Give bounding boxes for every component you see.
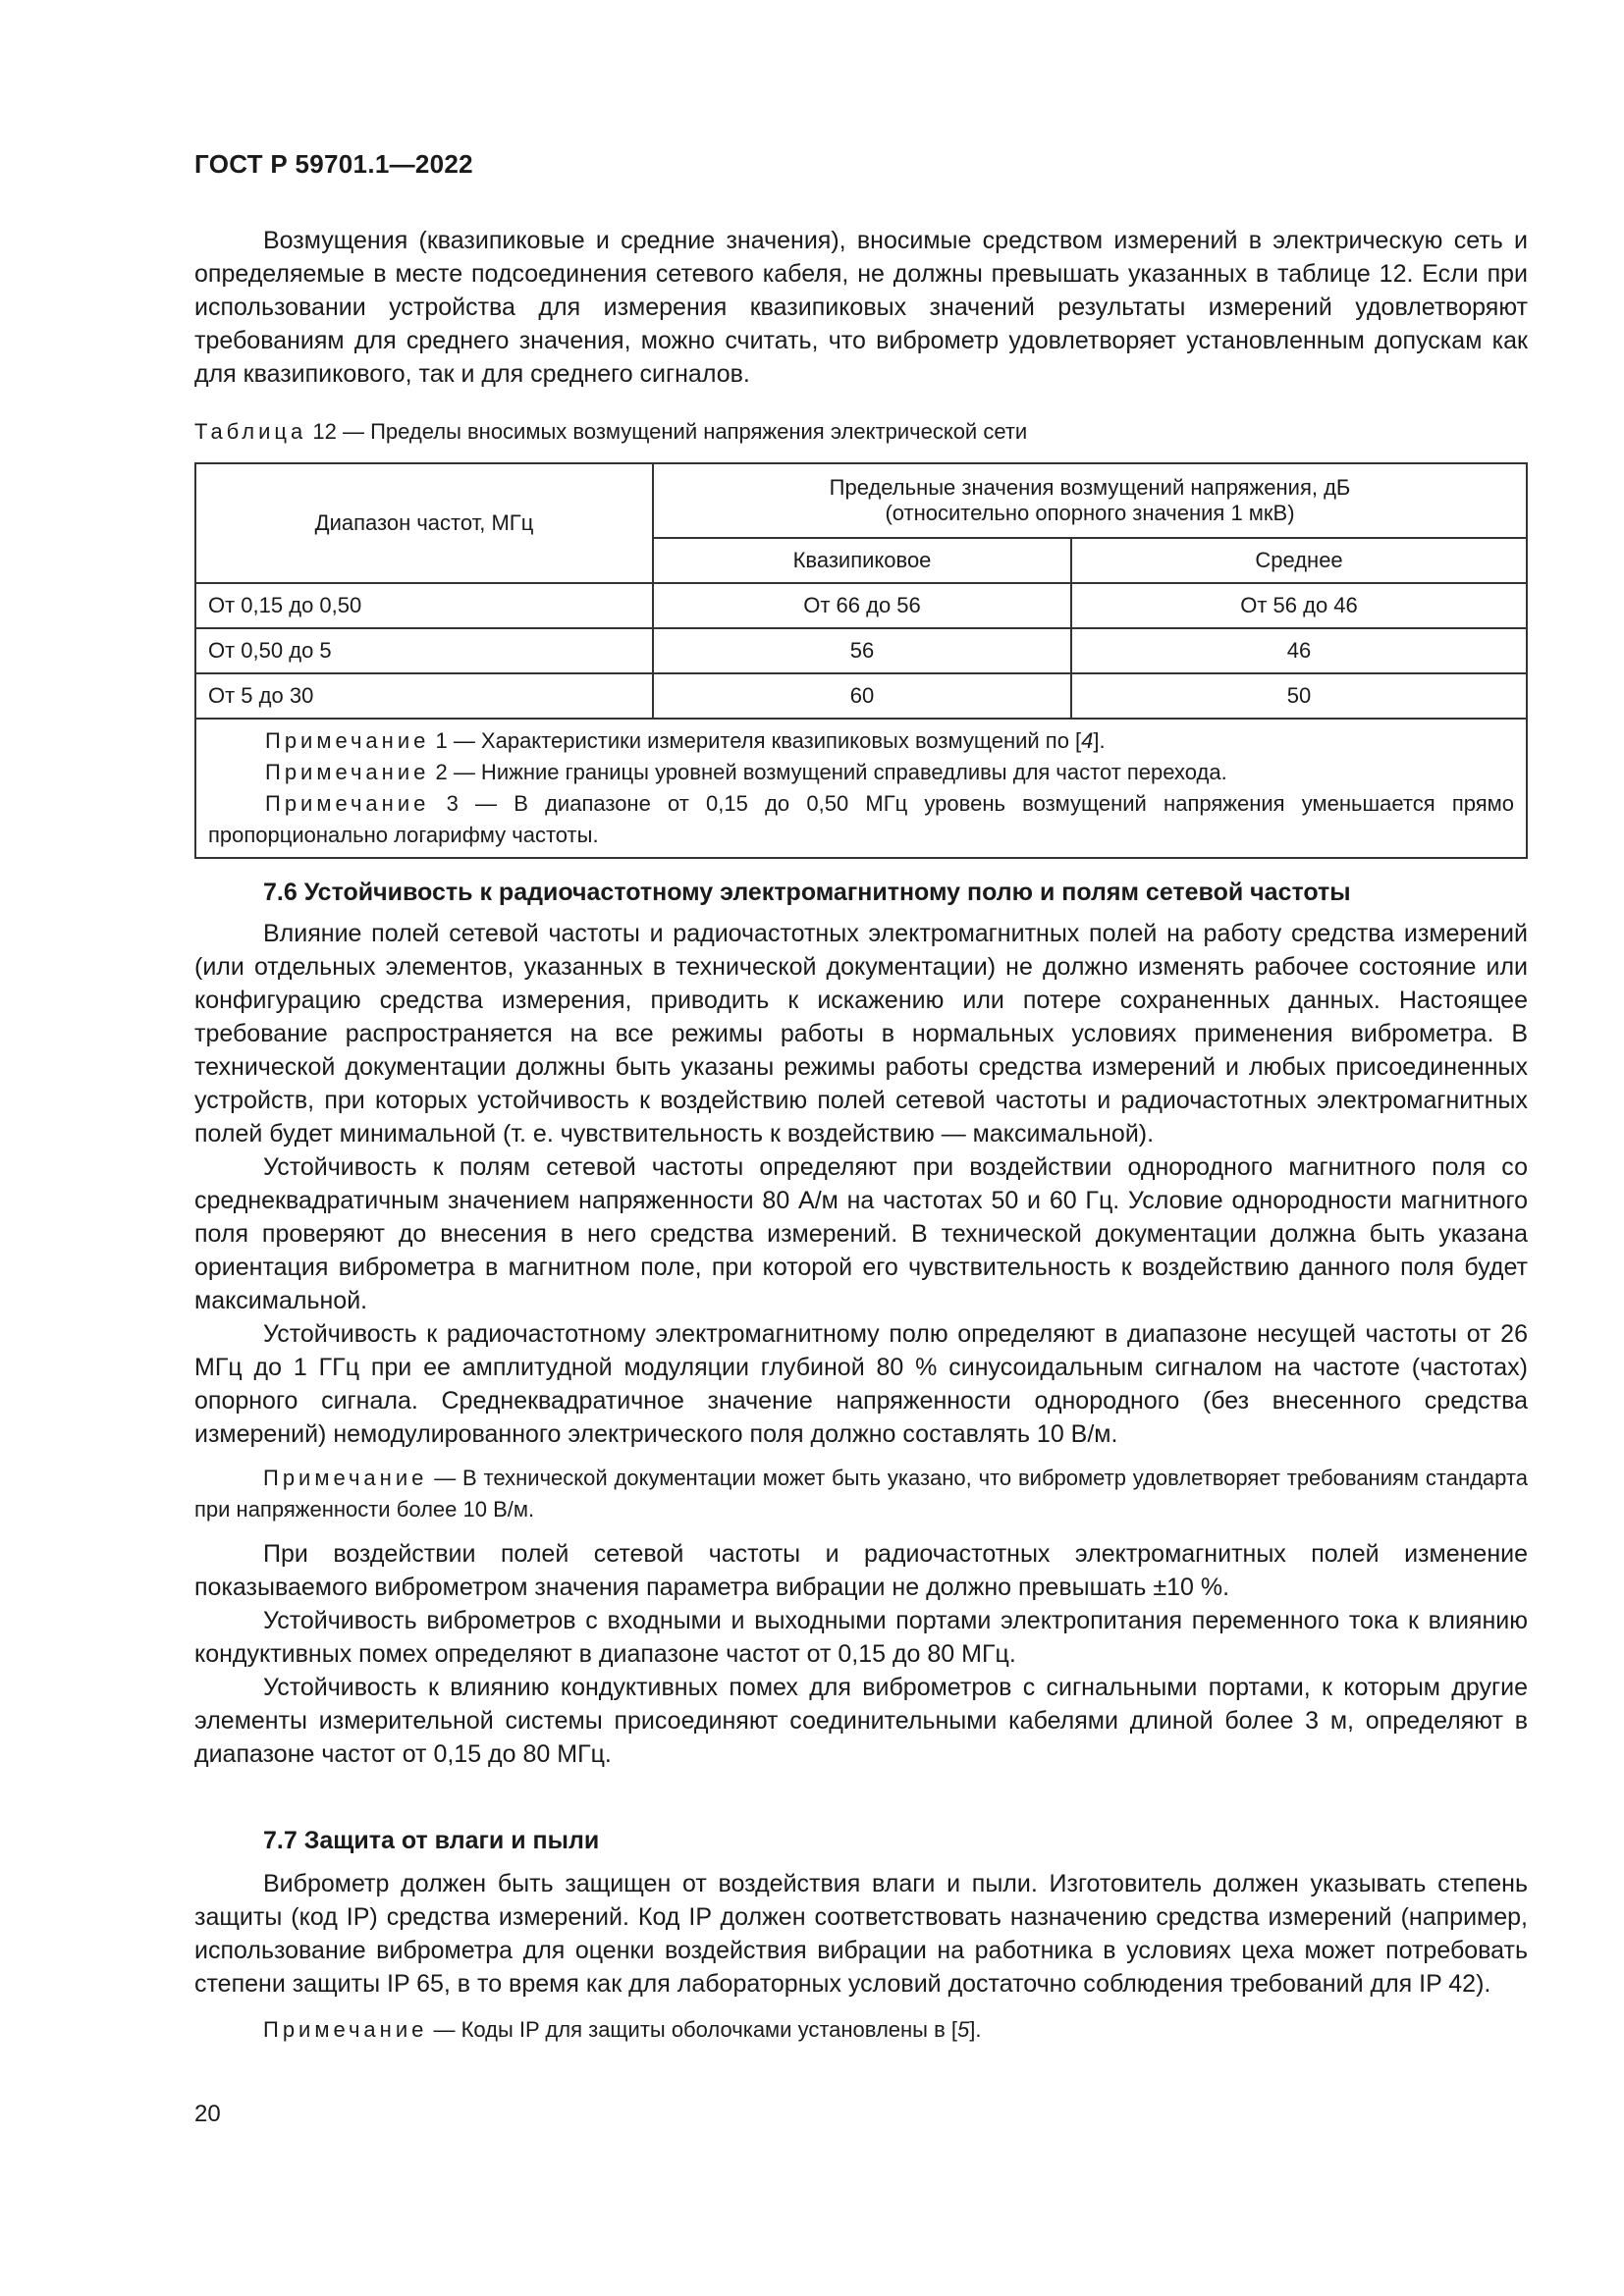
- group-header-line2: (относительно опорного значения 1 мкВ): [885, 501, 1295, 525]
- section-7-6-p1: Влияние полей сетевой частоты и радиочастотных электромагнитных полей на работу средства измерений (или отдельных элементов, указанных в технической документации) не должно изменять рабочее состояние или конфигурацию средства измерения, приводить к искажению или потере сохраненных данных. Настоящее требование распространяется на все режимы работы в нормальных условиях применения виброметра. В технической документации должны быть указаны режимы работы средства измерений и любых присоединенных устройств, при которых устойчивость к воздействию полей сетевой частоты и радиочастотных электромагнитных полей будет минимальной (т. е. чувствительность к воздействию — максимальной).: [194, 920, 1528, 1148]
- cell-avg: 50: [1071, 673, 1527, 719]
- cell-quasi: 60: [653, 673, 1071, 719]
- cell-quasi: От 66 до 56: [653, 583, 1071, 628]
- table-row: [195, 673, 1527, 719]
- section-7-6: [194, 876, 1528, 1771]
- section-7-6-p2: Устойчивость к полям сетевой частоты определяют при воздействии однородного магнитного поля со среднеквадратичным значением напряженности 80 А/м на частотах 50 и 60 Гц. Условие однородности магнитного поля проверяют до внесения в него средства измерений. В технической документации должна быть указана ориентация виброметра в магнитном поле, при которой его чувствительность к воздействию данного поля будет максимальной.: [194, 1153, 1528, 1314]
- table-row: [195, 583, 1527, 628]
- col-header-range: Диапазон частот, МГц: [195, 463, 653, 583]
- section-7-7: [194, 1824, 1528, 2046]
- table-row: [195, 628, 1527, 673]
- table-12-block: [194, 417, 1528, 859]
- table-caption-text: 12 — Пределы вносимых возмущений напряжения электрической сети: [312, 419, 1028, 444]
- section-7-6-p3: Устойчивость к радиочастотному электромагнитному полю определяют в диапазоне несущей частоты от 26 МГц до 1 ГГц при ее амплитудной модуляции глубиной 80 % синусоидальным сигналом на частоте (частотах) опорного сигнала. Среднеквадратичное значение напряженности однородного (без внесенного средства измерений) немодулированного электрического поля должно составлять 10 В/м.: [194, 1320, 1528, 1448]
- cell-range: От 0,15 до 0,50: [195, 583, 653, 628]
- document-header: ГОСТ Р 59701.1—2022: [194, 149, 473, 179]
- table-12: [194, 462, 1528, 720]
- section-7-7-note: Примечание — Коды IP для защиты оболочками установлены в [5].: [263, 2017, 982, 2042]
- table-header-row: [195, 463, 1527, 538]
- section-7-6-p6: Устойчивость к влиянию кондуктивных помех для виброметров с сигнальными портами, к которым другие элементы измерительной системы присоединяют соединительными кабелями длиной более 3 м, определяют в диапазоне частот от 0,15 до 80 МГц.: [194, 1674, 1528, 1768]
- page-number: 20: [194, 2101, 221, 2127]
- section-7-7-title: 7.7 Защита от влаги и пыли: [263, 1827, 600, 1854]
- sub-header-quasi: Квазипиковое: [653, 538, 1071, 583]
- intro-paragraph: Возмущения (квазипиковые и средние значения), вносимые средством измерений в электрическую сеть и определяемые в месте подсоединения сетевого кабеля, не должны превышать указанных в таблице 12. Если при использовании устройства для измерения квазипиковых значений результаты измерений удовлетворяют требованиям для среднего значения, можно считать, что виброметр удовлетворяет установленным допускам как для квазипикового, так и для среднего сигналов.: [194, 227, 1528, 388]
- table-note-2: Примечание 2 — Нижние границы уровней возмущений справедливы для частот перехода.: [265, 760, 1227, 784]
- cell-quasi: 56: [653, 628, 1071, 673]
- table-caption: [194, 417, 1528, 447]
- section-7-6-note: Примечание — В технической документации может быть указано, что виброметр удовлетворяет требованиям стандарта при напряженности более 10 В/м.: [194, 1466, 1528, 1522]
- table-caption-word: Таблица: [194, 419, 307, 444]
- section-7-6-p4: При воздействии полей сетевой частоты и радиочастотных электромагнитных полей изменение показываемого виброметром значения параметра вибрации не должно превышать ±10 %.: [194, 1540, 1528, 1601]
- cell-avg: 46: [1071, 628, 1527, 673]
- section-7-6-title: 7.6 Устойчивость к радиочастотному электромагнитному полю и полям сетевой частоты: [263, 879, 1351, 906]
- group-header-line1: Предельные значения возмущений напряжения, дБ: [829, 475, 1351, 500]
- section-7-6-p5: Устойчивость виброметров с входными и выходными портами электропитания переменного тока к влиянию кондуктивных помех определяют в диапазоне частот от 0,15 до 80 МГц.: [194, 1607, 1528, 1668]
- table-notes: [194, 720, 1528, 859]
- cell-range: От 5 до 30: [195, 673, 653, 719]
- sub-header-avg: Среднее: [1071, 538, 1527, 583]
- col-header-group: [653, 463, 1527, 538]
- cell-avg: От 56 до 46: [1071, 583, 1527, 628]
- intro-block: [194, 224, 1528, 391]
- cell-range: От 0,50 до 5: [195, 628, 653, 673]
- table-note-1: Примечание 1 — Характеристики измерителя квазипиковых возмущений по [4].: [265, 728, 1106, 753]
- table-note-3: Примечание 3 — В диапазоне от 0,15 до 0,50 МГц уровень возмущений напряжения уменьшается прямо пропорционально логарифму частоты.: [208, 791, 1514, 847]
- section-7-7-p1: Виброметр должен быть защищен от воздействия влаги и пыли. Изготовитель должен указывать степень защиты (код IP) средства измерений. Код IP должен соответствовать назначению средства измерений (например, использование виброметра для оценки воздействия вибрации на работника в условиях цеха может потребовать степени защиты IP 65, в то время как для лабораторных условий достаточно соблюдения требований для IP 42).: [194, 1870, 1528, 1998]
